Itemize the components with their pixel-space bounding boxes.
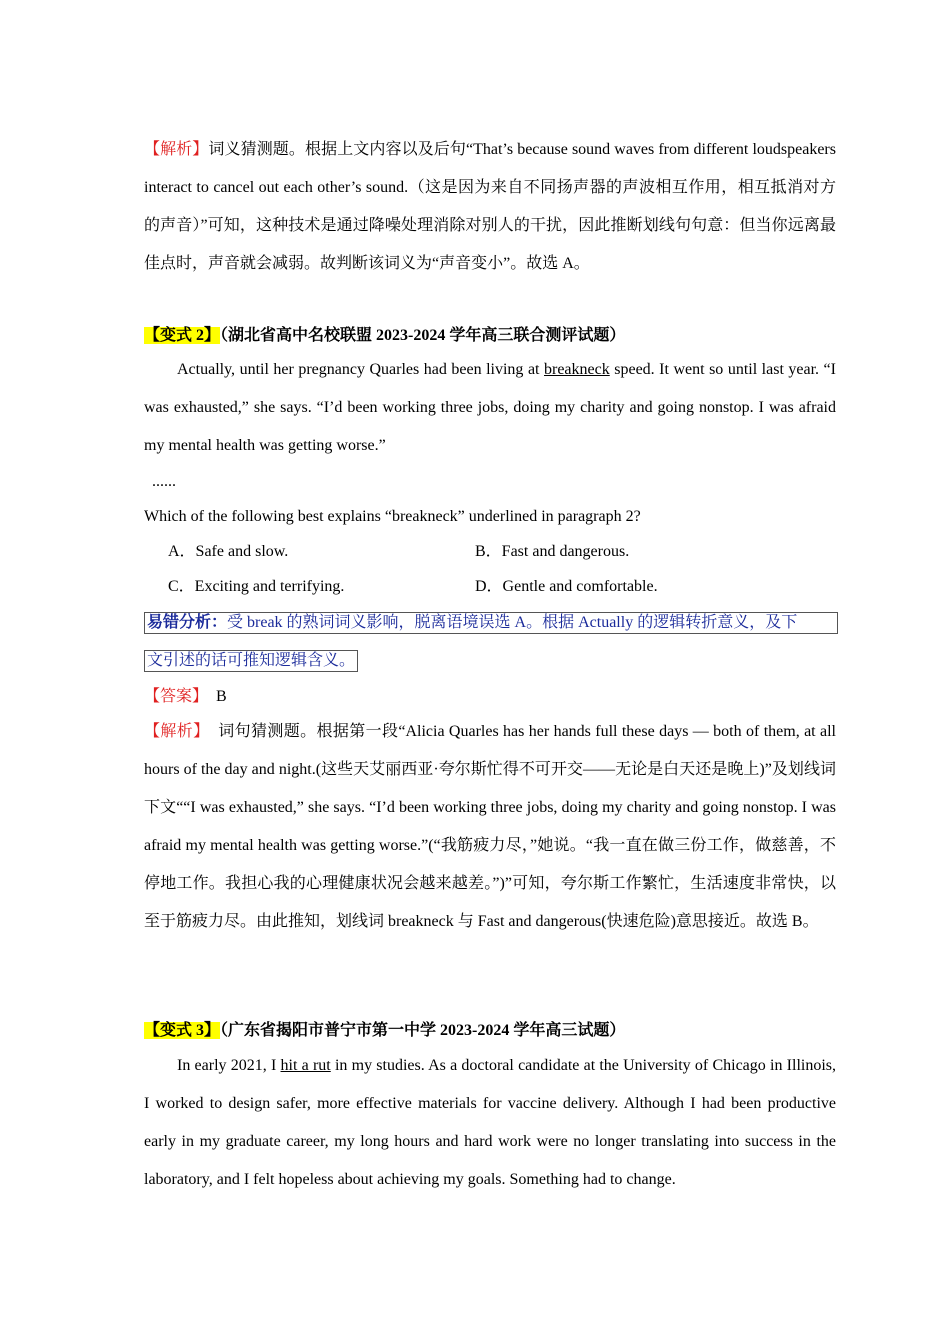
question-text: Which of the following best explains “breakneck” underlined in paragraph 2? [144,508,641,525]
option-a: A．Safe and slow. [168,543,289,560]
variant-2-tag: 【变式 2】 [144,327,221,344]
variant-2-passage [144,351,836,465]
variant-3-passage [144,1047,836,1199]
answer-line [144,687,227,707]
variant-2-heading [144,326,625,346]
error-analysis-line-2: 文引述的话可推知逻辑含义。 [144,650,358,672]
error-analysis-tag: 易错分析： [147,614,228,631]
passage-text: in my studies. As a doctoral candidate at the University of Chicago in Illinois, I worked to design safer, more effective materials for vaccine delivery. Although I had been productive early in my graduate career, my long hours and hard work were no longer translating into success in the laboratory, and I felt hopeless about achieving my goals. Something had to change. [144,1057,837,1188]
underlined-phrase: hit a rut [280,1057,331,1074]
analysis-tag: 【解析】 [144,141,209,158]
analysis-text: 词义猜测题。根据上文内容以及后句“That’s because sound waves from different loudspeakers interact to cancel out each other’s sound.（这是因为来自不同扬声器的声波相互作用，相互抵消对方的声音）”可知，这种技术是通过降噪处理消除对别人的干扰，因此推断划线句句意：但当你远离最佳点时，声音就会减弱。故判断该词义为“声音变小”。故选 A。 [144,141,836,272]
variant-3-heading [144,1021,625,1041]
variant-2-source: （湖北省高中名校联盟 2023-2024 学年高三联合测评试题） [220,327,626,344]
option-d: D．Gentle and comfortable. [475,578,658,595]
passage-text: Actually, until her pregnancy Quarles had been living at [177,361,544,378]
answer-value: B [216,688,227,705]
ellipsis: ...... [152,473,176,490]
analysis-tag: 【解析】 [144,723,210,740]
option-b: B．Fast and dangerous. [475,543,630,560]
variant-3-source: （广东省揭阳市普宁市第一中学 2023-2024 学年高三试题） [220,1022,626,1039]
variant-3-tag: 【变式 3】 [144,1022,221,1039]
option-c: C．Exciting and terrifying. [168,578,345,595]
underlined-word: breakneck [544,361,610,378]
passage-text: speed. It went so until last year. “I was exhausted,” she says. “I’d been working three jobs, doing my charity and going nonstop. I was afraid my mental health was getting worse.” [144,361,836,454]
answer-tag: 【答案】 [144,688,209,705]
analysis-paragraph-1 [144,131,836,283]
analysis-text: 词句猜测题。根据第一段“Alicia Quarles has her hands full these days — both of them, at all hours of the day and night.(这些天艾丽西亚·夸尔斯忙得不可开交——无论是白天还是晚上)”及划线词下文““I was exhausted,” she says. “I’d been working three jobs, doing my charity and going nonstop. I was afraid my mental health was getting worse.”(“我筋疲力尽，”她说。“我一直在做三份工作，做慈善，不停地工作。我担心我的心理健康状况会越来越差。”)”可知，夸尔斯工作繁忙，生活速度非常快，以至于筋疲力尽。由此推知，划线词 breakneck 与 Fast and dangerous(快速危险)意思接近。故选 B。 [144,723,836,930]
error-analysis-text: 受 break 的熟词词义影响，脱离语境误选 A。根据 Actually 的逻辑转折意义，及下 [227,614,798,631]
error-analysis-line-1 [144,612,838,634]
analysis-paragraph-2 [144,713,836,941]
passage-text: In early 2021, I [177,1057,281,1074]
